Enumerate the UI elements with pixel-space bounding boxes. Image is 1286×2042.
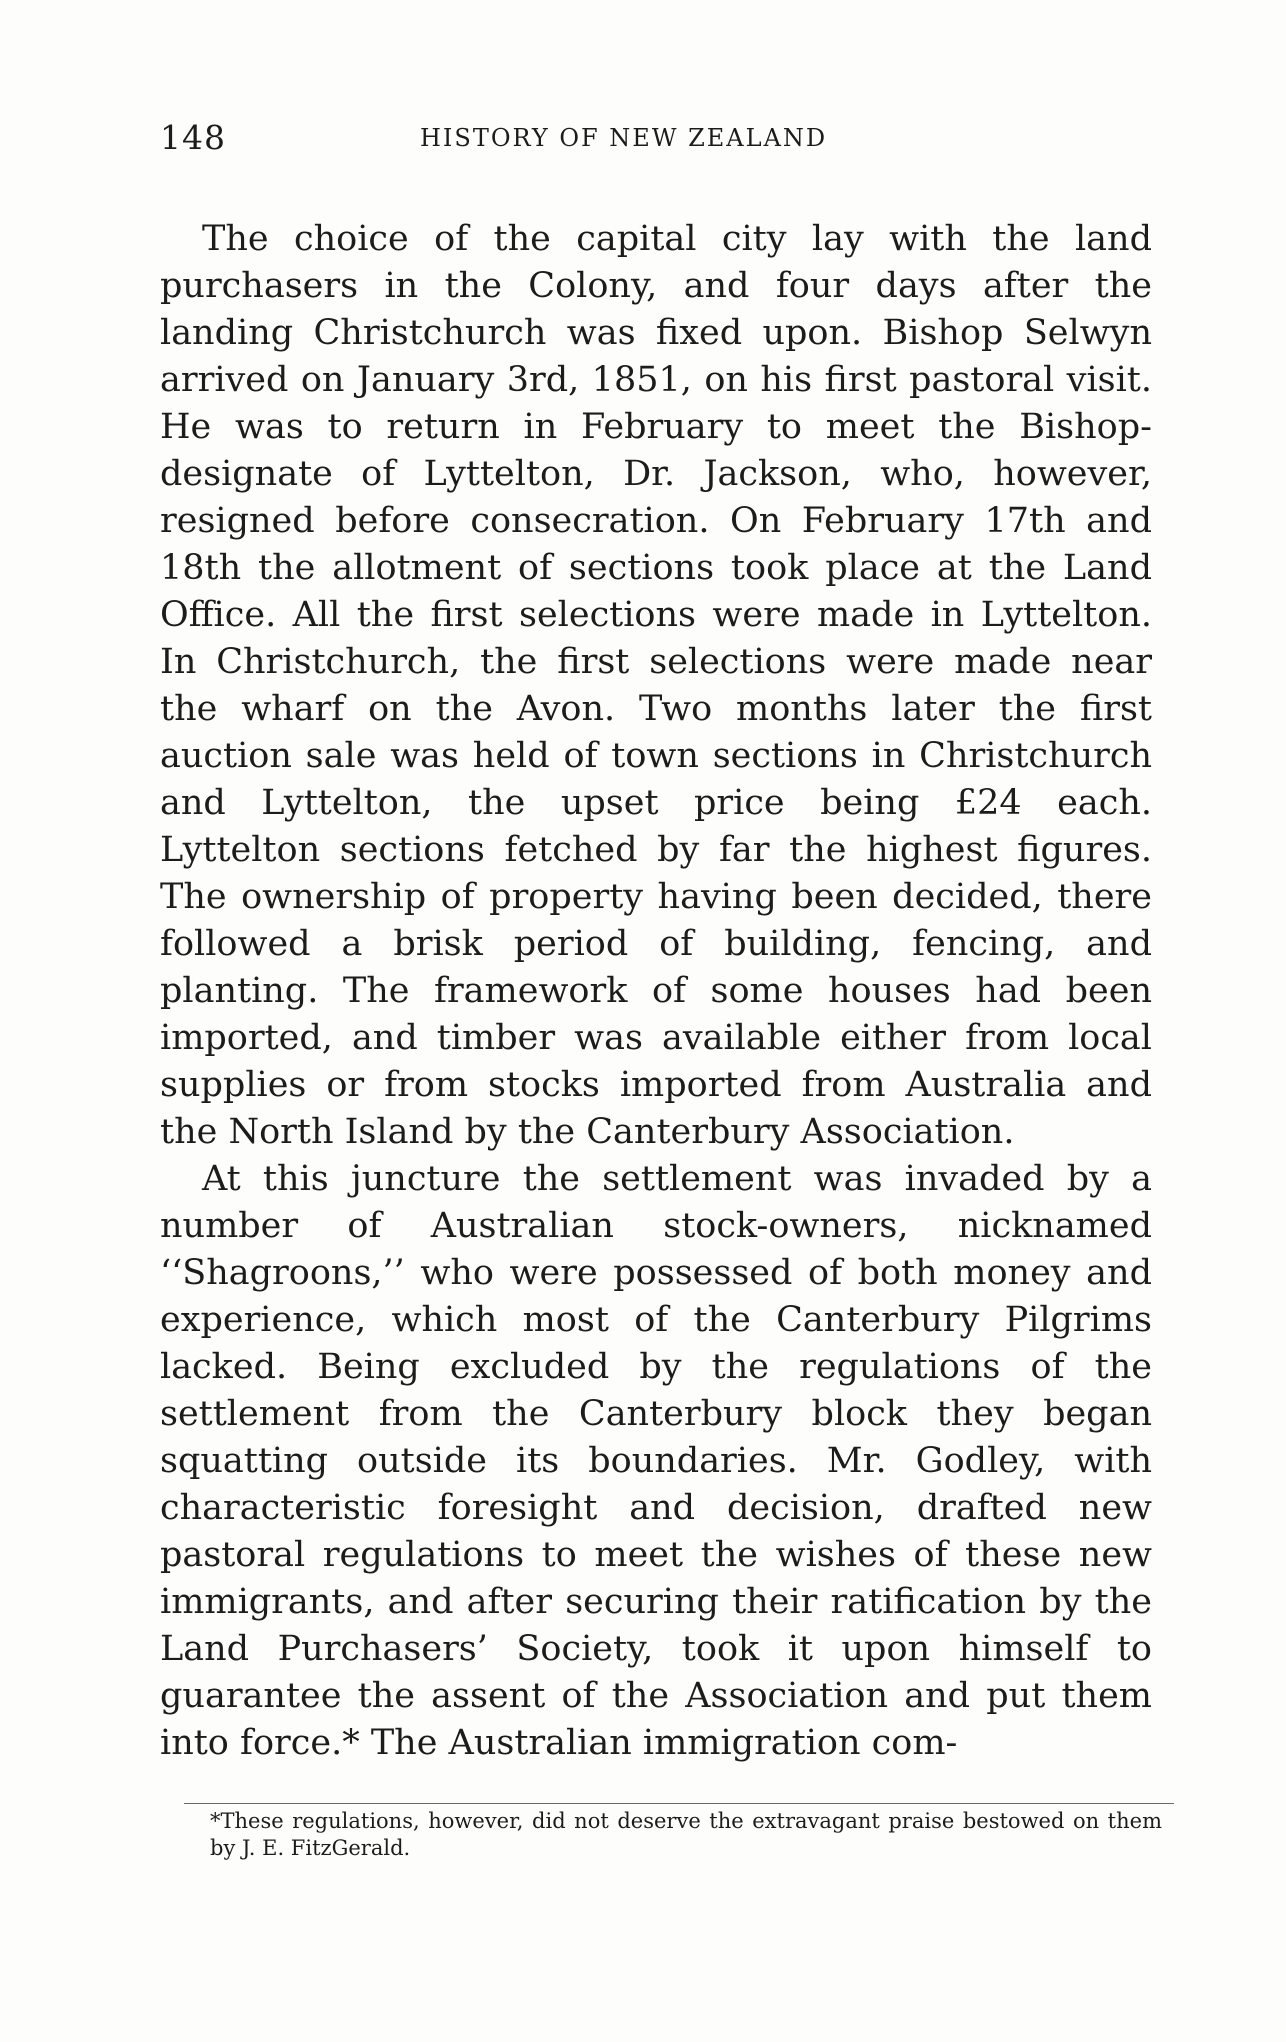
running-head [160, 118, 1152, 162]
running-title: HISTORY OF NEW ZEALAND [420, 124, 828, 152]
footnote: *These regulations, however, did not deserve the extravagant praise bestowed on them by J. E. FitzGerald. [210, 1809, 1162, 1860]
page-number: 148 [160, 118, 226, 157]
paragraph-shagroons: At this juncture the settlement was invaded by a number of Australian stock-owners, nicknamed ‘‘Shagroons,’’ who were possessed of both money and experience, which most of the Canterbury Pilgrims lacked. Being excluded by the regulations of the settlement from the Canterbury block they began squatting outside its boundaries. Mr. Godley, with characteristic foresight and decision, drafted new pastoral regulations to meet the wishes of these new immigrants, and after securing their ratification by the Land Purchasers’ Society, took it upon himself to guarantee the assent of the Association and put them into force.* The Australian immigration com- [160, 1159, 1152, 1763]
book-page [160, 118, 1162, 1862]
body-text [160, 216, 1152, 1767]
paragraph-capital-city: The choice of the capital city lay with the land purchasers in the Colony, and four days after the landing Christchurch was fixed upon. Bishop Selwyn arrived on January 3rd, 1851, on his first pastoral visit. He was to return in February to meet the Bishop-designate of Lyttelton, Dr. Jackson, who, however, resigned before consecration. On February 17th and 18th the allotment of sections took place at the Land Office. All the first selections were made in Lyttelton. In Christchurch, the first selections were made near the wharf on the Avon. Two months later the first auction sale was held of town sections in Christchurch and Lyttelton, the upset price being £24 each. Lyttelton sections fetched by far the highest figures. The ownership of property having been decided, there followed a brisk period of building, fencing, and planting. The framework of some houses had been imported, and timber was available either from local supplies or from stocks imported from Australia and the North Island by the Canterbury Association. [160, 219, 1152, 1152]
footnote-divider [184, 1803, 1174, 1804]
